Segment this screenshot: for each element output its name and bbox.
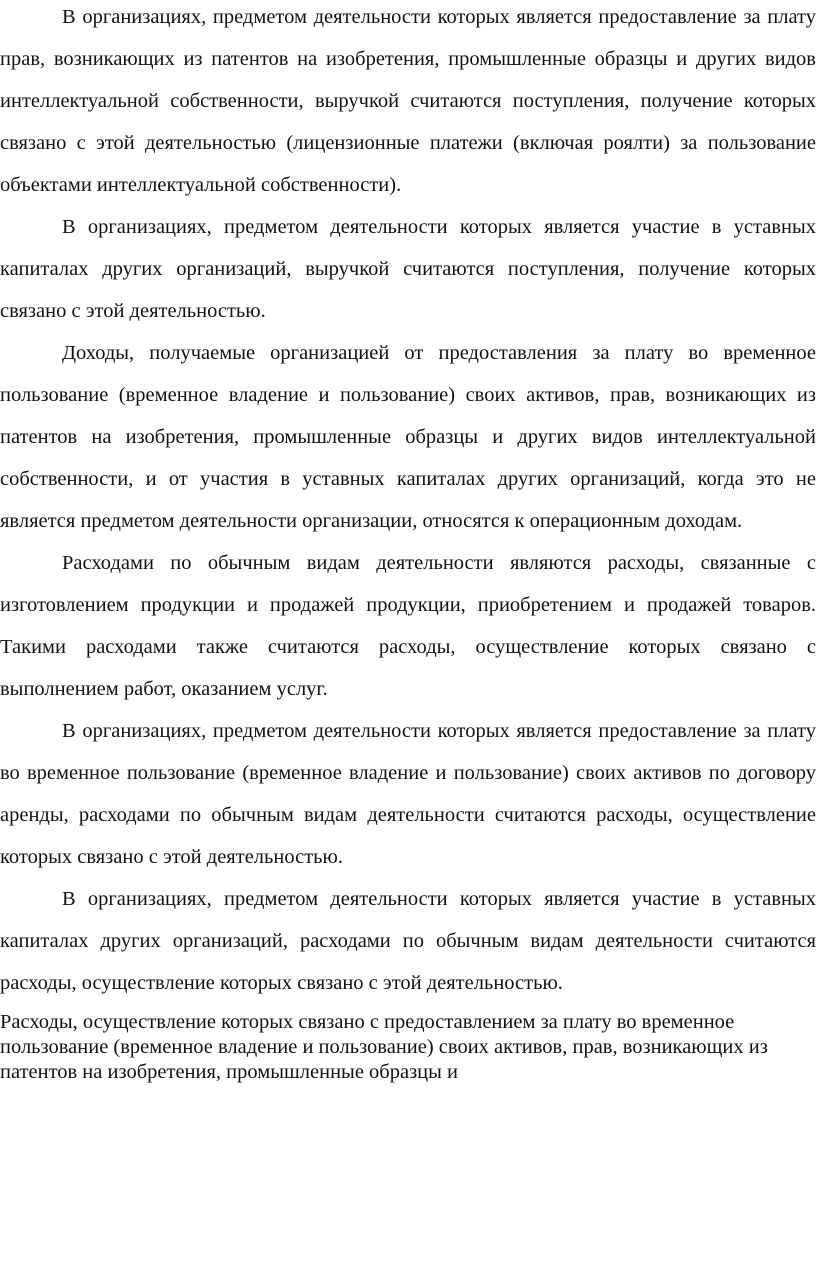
paragraph-1: В организациях, предметом деятельности которых является предоставление за плату прав, возникающих из патентов на изобретения, промышленные образцы и других видов интеллектуальной собственности, выручкой считаются поступления, получение которых связано с этой деятельностью (лицензионные платежи (включая роялти) за пользование объектами интеллектуальной собственности). — [0, 6, 816, 196]
paragraph-2: В организациях, предметом деятельности которых является участие в уставных капиталах других организаций, выручкой считаются поступления, получение которых связано с этой деятельностью. — [0, 216, 816, 322]
paragraph-4: Расходами по обычным видам деятельности являются расходы, связанные с изготовлением продукции и продажей продукции, приобретением и продажей товаров. Такими расходами также считаются расходы, осуществление которых связано с выполнением работ, оказанием услуг. — [0, 552, 816, 700]
paragraph-3: Доходы, получаемые организацией от предоставления за плату во временное пользование (временное владение и пользование) своих активов, прав, возникающих из патентов на изобретения, промышленные образцы и других видов интеллектуальной собственности, и от участия в уставных капиталах других организаций, когда это не является предметом деятельности организации, относятся к операционным доходам. — [0, 342, 816, 532]
paragraph-5: В организациях, предметом деятельности которых является предоставление за плату во временное пользование (временное владение и пользование) своих активов по договору аренды, расходами по обычным видам деятельности считаются расходы, осуществление которых связано с этой деятельностью. — [0, 720, 816, 868]
paragraph-7: Расходы, осуществление которых связано с предоставлением за плату во временное пользование (временное владение и пользование) своих активов, прав, возникающих из патентов на изобретения, промышленные образцы и — [0, 1011, 768, 1083]
paragraph-6: В организациях, предметом деятельности которых является участие в уставных капиталах других организаций, расходами по обычным видам деятельности считаются расходы, осуществление которых связано с этой деятельностью. — [0, 888, 816, 994]
